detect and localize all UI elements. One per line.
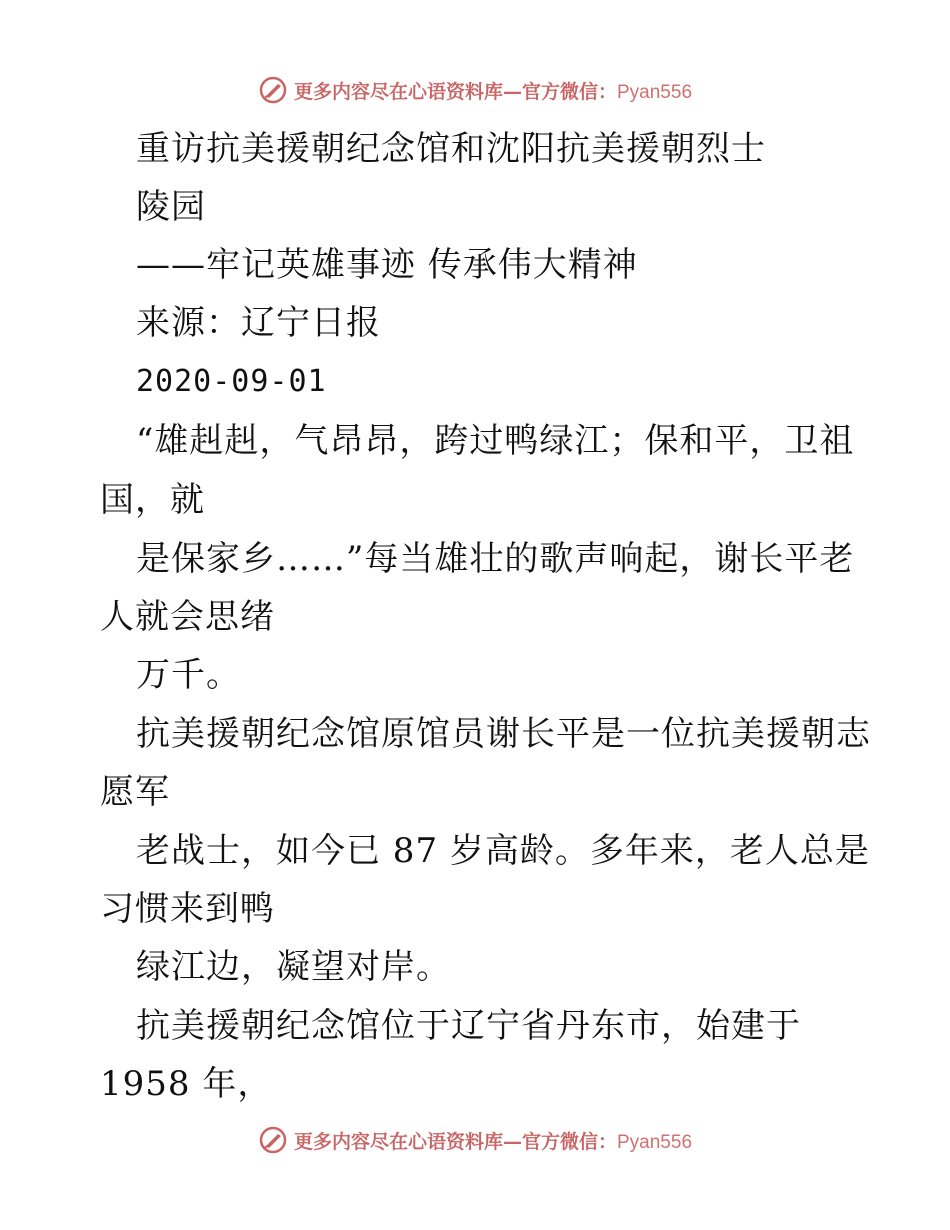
quill-logo-icon [258, 1125, 288, 1155]
article-title-line-1: 重访抗美援朝纪念馆和沈阳抗美援朝烈士 [136, 129, 766, 169]
paragraph-line: 人就会思绪 [100, 597, 275, 637]
article-subtitle: ——牢记英雄事迹 传承伟大精神 [136, 245, 638, 285]
paragraph-line: 愿军 [100, 772, 170, 812]
quill-logo-icon [258, 75, 288, 105]
paragraph-line: 1958 年， [100, 1064, 273, 1104]
paragraph-line: “雄赳赳，气昂昂，跨过鸭绿江；保和平，卫祖 [136, 421, 855, 461]
paragraph-line: 国，就 [100, 480, 205, 520]
watermark-text: 更多内容尽在心语资料库—官方微信：Pyan556 [293, 1130, 693, 1153]
footer-watermark [0, 1120, 950, 1160]
watermark-text: 更多内容尽在心语资料库—官方微信：Pyan556 [293, 80, 693, 103]
paragraph-line: 老战士，如今已 87 岁高龄。多年来，老人总是 [136, 831, 870, 871]
paragraph-line: 是保家乡……”每当雄壮的歌声响起，谢长平老 [136, 539, 855, 579]
paragraph-line: 习惯来到鸭 [100, 889, 275, 929]
article-date: 2020-09-01 [136, 364, 327, 399]
paragraph-line: 万千。 [136, 655, 241, 695]
paragraph-line: 绿江边，凝望对岸。 [136, 947, 451, 987]
article-source: 来源：辽宁日报 [136, 303, 381, 343]
paragraph-line: 抗美援朝纪念馆原馆员谢长平是一位抗美援朝志 [136, 714, 871, 754]
article-title-line-2: 陵园 [136, 187, 206, 227]
header-watermark [0, 70, 950, 110]
paragraph-line: 抗美援朝纪念馆位于辽宁省丹东市，始建于 [136, 1006, 801, 1046]
